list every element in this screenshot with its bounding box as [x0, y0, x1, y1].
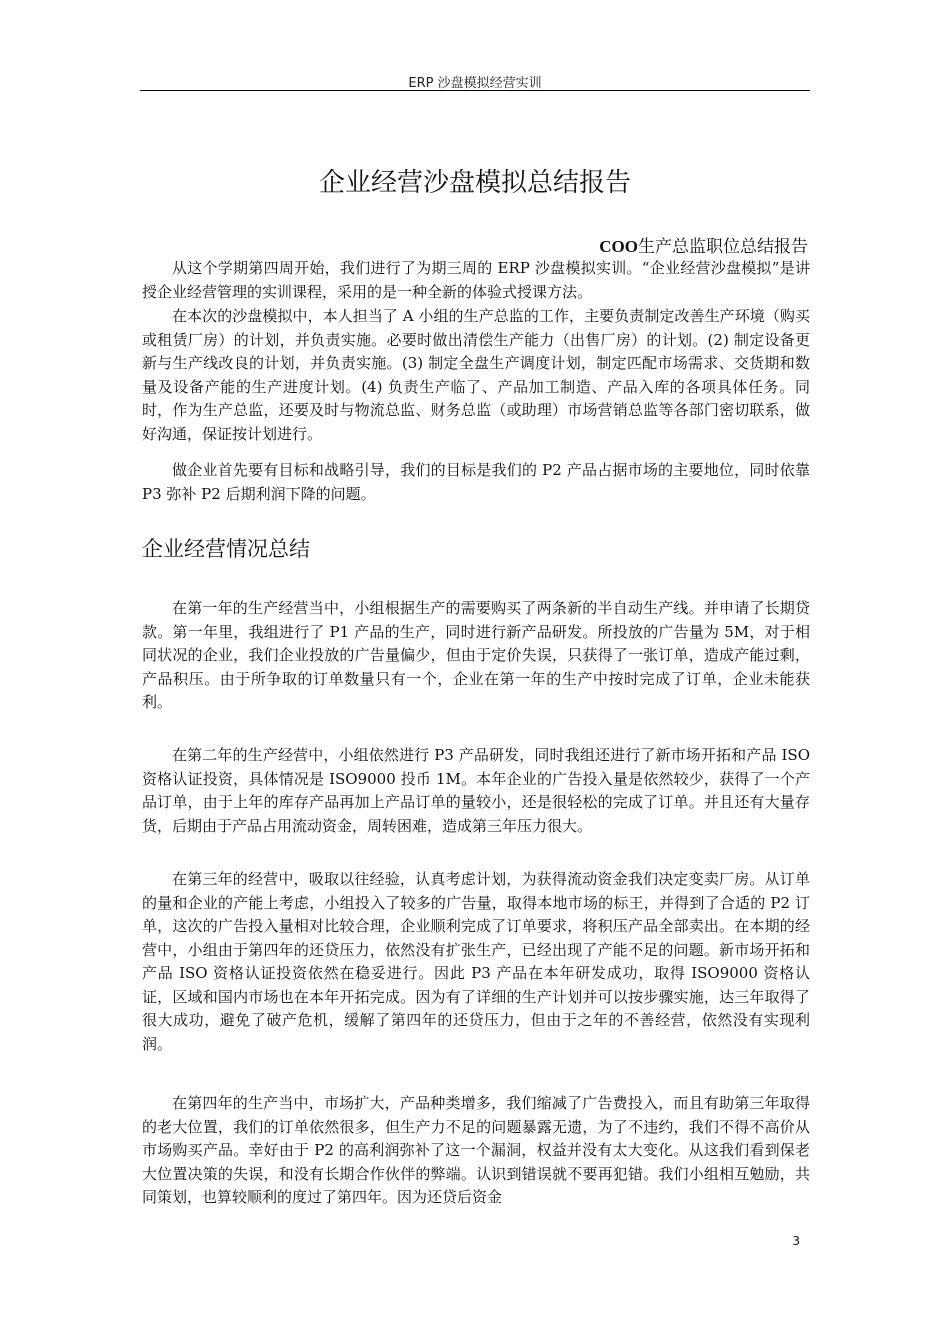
intro-paragraph: 从这个学期第四周开始，我们进行了为期三周的 ERP 沙盘模拟实训。“企业经营沙盘模拟”是讲授企业经营管理的实训课程，采用的是一种全新的体验式授课方法。	[142, 259, 810, 301]
intro-paragraph: 做企业首先要有目标和战略引导，我们的目标是我们的 P2 产品占据市场的主要地位，同时依靠 P3 弥补 P2 后期利润下降的问题。	[142, 461, 810, 503]
intro-paragraph: 在本次的沙盘模拟中，本人担当了 A 小组的生产总监的工作，主要负责制定改善生产环境（购买或租赁厂房）的计划，并负责实施。必要时做出清偿生产能力（出售厂房）的计划。(2) 制定设备更新与生产线改良的计划，并负责实施。(3) 制定全盘生产调度计划，制定匹配市场需求、交货期和数量及设备产能的生产进度计划。(4) 负责生产临了、产品加工制造、产品入库的各项具体任务。同时，作为生产总监，还要及时与物流总监、财务总监（或助理）市场营销总监等各部门密切联系，做好沟通，保证按计划进行。	[142, 307, 810, 443]
running-header: ERP 沙盘模拟经营实训	[408, 76, 542, 91]
document-title: 企业经营沙盘模拟总结报告	[318, 168, 631, 198]
summary-paragraph: 在第二年的生产经营中，小组依然进行 P3 产品研发，同时我组还进行了新市场开拓和产品 ISO 资格认证投资，具体情况是 ISO9000 投币 1M。本年企业的广告投入量是依然较少，获得了一个产品订单，由于上年的库存产品再加上产品订单的量较小，还是很轻松的完成了订单。并且还有大量存货，后期由于产品占用流动资金，周转困难，造成第三年压力很大。	[142, 746, 810, 835]
summary-paragraph: 在第三年的经营中，吸取以往经验，认真考虑计划，为获得流动资金我们决定变卖厂房。从订单的量和企业的产能上考虑，小组投入了较多的广告量，取得本地市场的标王，并得到了合适的 P2 订单，这次的广告投入量相对比较合理，企业顺利完成了订单要求，将积压产品全部卖出。在本期的经营中，小组由于第四年的还贷压力，依然没有扩张生产，已经出现了产能不足的问题。新市场开拓和产品 ISO 资格认证投资依然在稳妥进行。因此 P3 产品在本年研发成功，取得 ISO9000 资格认证，区域和国内市场也在本年开拓完成。因为有了详细的生产计划并可以按步骤实施，达三年取得了很大成功，避免了破产危机，缓解了第四年的还贷压力，但由于之年的不善经营，依然没有实现利润。	[142, 870, 810, 1053]
role-line	[599, 232, 808, 257]
summary-paragraph: 在第一年的生产经营当中，小组根据生产的需要购买了两条新的半自动生产线。并申请了长期贷款。第一年里，我组进行了 P1 产品的生产，同时进行新产品研发。所投放的广告量为 5M，对于相同状况的企业，我们企业投放的广告量偏少，但由于定价失误，只获得了一张订单，造成产能过剩，产品积压。由于所争取的订单数量只有一个，企业在第一年的生产中按时完成了订单，企业未能获利。	[142, 599, 810, 711]
page-number: 3	[792, 1234, 800, 1248]
summary-paragraph: 在第四年的生产当中，市场扩大，产品种类增多，我们缩减了广告费投入，而且有助第三年取得的老大位置，我们的订单依然很多，但生产力不足的问题暴露无遗，为了不违约，我们不得不高价从市场购买产品。幸好由于 P2 的高利润弥补了这一个漏洞，权益并没有太大变化。从这我们看到保老大位置决策的失误，和没有长期合作伙伴的弊端。认识到错误就不要再犯错。我们小组相互勉励，共同策划，也算较顺利的度过了第四年。因为还贷后资金	[142, 1094, 810, 1206]
header-rule	[140, 90, 810, 91]
role-title: 生产总监职位总结报告	[638, 237, 808, 257]
section-heading: 企业经营情况总结	[142, 537, 310, 561]
role-abbrev: COO	[599, 237, 638, 256]
